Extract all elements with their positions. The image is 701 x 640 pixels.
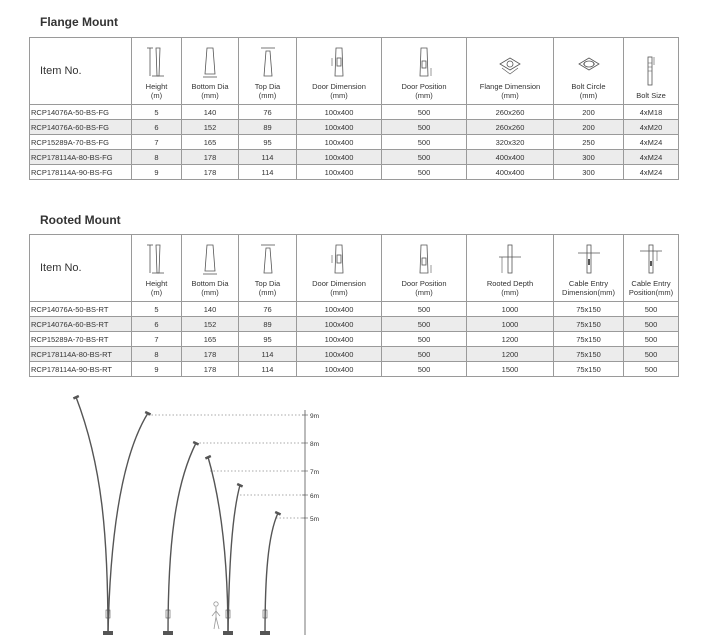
- table-cell: 100x400: [297, 150, 382, 165]
- item-no-header: Item No.: [30, 38, 132, 105]
- table-cell: 500: [382, 362, 467, 377]
- column-header: [624, 235, 679, 302]
- column-header-label: Door Dimension: [312, 279, 366, 288]
- table-cell: 76: [239, 105, 297, 120]
- column-header: [382, 235, 467, 302]
- table-cell: 1500: [467, 362, 554, 377]
- column-header: [554, 38, 624, 105]
- column-header: [297, 38, 382, 105]
- flange-dimension-icon: [467, 46, 553, 78]
- table-cell: 95: [239, 332, 297, 347]
- column-header-label: (mm): [330, 288, 348, 297]
- table-cell: 200: [554, 105, 624, 120]
- column-header-label: Rooted Depth: [486, 279, 534, 288]
- column-header: [554, 235, 624, 302]
- door-position-icon: [382, 243, 466, 275]
- table-cell: 178: [182, 150, 239, 165]
- table-cell: 260x260: [467, 105, 554, 120]
- column-header-label: (m): [150, 91, 163, 100]
- table-cell: 89: [239, 120, 297, 135]
- table-cell: 1200: [467, 347, 554, 362]
- column-header: [239, 235, 297, 302]
- column-header-label: Bottom Dia: [191, 82, 229, 91]
- pole-base: [103, 631, 113, 635]
- table-cell: 4xM18: [624, 105, 679, 120]
- item-code-cell: RCP178114A-90-BS-RT: [30, 362, 132, 377]
- table-cell: 114: [239, 150, 297, 165]
- table-cell: 100x400: [297, 332, 382, 347]
- table-cell: 250: [554, 135, 624, 150]
- bottom-dia-icon: [182, 46, 238, 78]
- column-header: [624, 38, 679, 105]
- table-cell: 4xM24: [624, 165, 679, 180]
- height-icon: [132, 243, 181, 275]
- table-cell: 114: [239, 347, 297, 362]
- item-no-header: Item No.: [30, 235, 132, 302]
- column-header-label: Door Dimension: [312, 82, 366, 91]
- table-cell: 260x260: [467, 120, 554, 135]
- table-cell: 500: [624, 347, 679, 362]
- luminaire-head: [145, 411, 151, 416]
- person-figure: [212, 607, 220, 629]
- table-cell: 100x400: [297, 317, 382, 332]
- column-header-label: Cable Entry: [568, 279, 609, 288]
- column-header-label: (mm): [415, 91, 433, 100]
- table-row: [30, 347, 679, 362]
- table-cell: 6: [132, 120, 182, 135]
- column-header-label: Cable Entry: [631, 279, 671, 288]
- item-code-cell: RCP14076A-60-BS-FG: [30, 120, 132, 135]
- column-header-label: (mm): [579, 91, 598, 100]
- table-row: [30, 105, 679, 120]
- table-cell: 500: [382, 105, 467, 120]
- bottom-dia-icon: [182, 243, 238, 275]
- table-cell: 89: [239, 317, 297, 332]
- table-cell: 500: [382, 332, 467, 347]
- column-header: [297, 235, 382, 302]
- table-cell: 4xM24: [624, 150, 679, 165]
- table-cell: 4xM20: [624, 120, 679, 135]
- table-cell: 152: [182, 120, 239, 135]
- item-code-cell: RCP15289A-70-BS-FG: [30, 135, 132, 150]
- table-cell: 1000: [467, 317, 554, 332]
- table-cell: 100x400: [297, 302, 382, 317]
- column-header-label: Door Position: [401, 279, 447, 288]
- table-cell: 500: [624, 317, 679, 332]
- column-header-label: (mm): [258, 288, 277, 297]
- table-cell: 7: [132, 135, 182, 150]
- column-header-label: Dimension(mm): [562, 288, 615, 297]
- light-pole: [76, 397, 108, 635]
- item-code-cell: RCP178114A-80-BS-FG: [30, 150, 132, 165]
- height-label: 5m: [310, 516, 320, 523]
- table-cell: 100x400: [297, 105, 382, 120]
- column-header-label: (mm): [201, 91, 219, 100]
- light-pole: [208, 457, 228, 635]
- table-cell: 4xM24: [624, 135, 679, 150]
- table-row: [30, 165, 679, 180]
- column-header-label: Position(mm): [628, 288, 674, 297]
- item-code-cell: RCP178114A-90-BS-FG: [30, 165, 132, 180]
- table-cell: 500: [382, 120, 467, 135]
- column-header-label: Top Dia: [254, 82, 281, 91]
- table-cell: 100x400: [297, 362, 382, 377]
- table-row: [30, 302, 679, 317]
- bolt-size-icon: [624, 55, 678, 87]
- table-cell: 500: [624, 332, 679, 347]
- table-cell: 165: [182, 332, 239, 347]
- table-cell: 75x150: [554, 317, 624, 332]
- height-label: 9m: [310, 413, 320, 420]
- table-cell: 75x150: [554, 362, 624, 377]
- table-cell: 75x150: [554, 332, 624, 347]
- column-header-label: (mm): [258, 91, 277, 100]
- table-cell: 100x400: [297, 135, 382, 150]
- table-row: [30, 362, 679, 377]
- table-cell: 114: [239, 362, 297, 377]
- table-row: [30, 150, 679, 165]
- table-cell: 1200: [467, 332, 554, 347]
- light-pole: [168, 443, 196, 635]
- table-cell: 75x150: [554, 302, 624, 317]
- table-row: [30, 317, 679, 332]
- column-header-label: Flange Dimension: [479, 82, 541, 91]
- table-cell: 320x320: [467, 135, 554, 150]
- table-cell: 76: [239, 302, 297, 317]
- table-cell: 178: [182, 362, 239, 377]
- rooted-mount-table: [29, 234, 679, 377]
- table-cell: 178: [182, 165, 239, 180]
- table-cell: 500: [382, 302, 467, 317]
- table-cell: 165: [182, 135, 239, 150]
- rooted-depth-icon: [467, 243, 553, 275]
- pole-base: [163, 631, 173, 635]
- table-cell: 100x400: [297, 347, 382, 362]
- table-cell: 152: [182, 317, 239, 332]
- item-code-cell: RCP14076A-50-BS-RT: [30, 302, 132, 317]
- column-header-label: (m): [150, 288, 163, 297]
- table-row: [30, 135, 679, 150]
- table-cell: 500: [382, 317, 467, 332]
- table-cell: 9: [132, 165, 182, 180]
- item-code-cell: RCP178114A-80-BS-RT: [30, 347, 132, 362]
- table-cell: 114: [239, 165, 297, 180]
- table-cell: 1000: [467, 302, 554, 317]
- height-label: 8m: [310, 441, 320, 448]
- table-cell: 500: [624, 362, 679, 377]
- table-cell: 75x150: [554, 347, 624, 362]
- luminaire-head: [193, 441, 199, 446]
- item-code-cell: RCP14076A-50-BS-FG: [30, 105, 132, 120]
- table-cell: 500: [624, 302, 679, 317]
- table-cell: 500: [382, 165, 467, 180]
- table-cell: 400x400: [467, 150, 554, 165]
- door-position-icon: [382, 46, 466, 78]
- pole-height-diagram: [0, 385, 701, 640]
- column-header: [382, 38, 467, 105]
- column-header-label: Bolt Size: [636, 91, 666, 100]
- column-header: [132, 38, 182, 105]
- column-header-label: (mm): [501, 91, 519, 100]
- table-cell: 5: [132, 105, 182, 120]
- door-dimension-icon: [297, 46, 381, 78]
- table-cell: 8: [132, 150, 182, 165]
- column-header-label: Bolt Circle: [571, 82, 606, 91]
- table-cell: 200: [554, 120, 624, 135]
- cable-entry-dimension-icon: [554, 243, 623, 275]
- table-row: [30, 332, 679, 347]
- column-header-label: (mm): [330, 91, 348, 100]
- bolt-circle-icon: [554, 46, 623, 78]
- table-cell: 500: [382, 347, 467, 362]
- column-header-label: Top Dia: [254, 279, 281, 288]
- column-header-label: Bottom Dia: [191, 279, 229, 288]
- column-header: [182, 38, 239, 105]
- table-cell: 100x400: [297, 120, 382, 135]
- column-header: [467, 235, 554, 302]
- column-header-label: Height: [145, 279, 168, 288]
- table-cell: 500: [382, 150, 467, 165]
- table-row: [30, 120, 679, 135]
- table-cell: 400x400: [467, 165, 554, 180]
- table-cell: 300: [554, 165, 624, 180]
- table-cell: 8: [132, 347, 182, 362]
- flange-mount-table: [29, 37, 679, 180]
- column-header-label: Door Position: [401, 82, 447, 91]
- cable-entry-position-icon: [624, 243, 678, 275]
- table-cell: 6: [132, 317, 182, 332]
- table-cell: 500: [382, 135, 467, 150]
- pole-base: [260, 631, 270, 635]
- column-header: [132, 235, 182, 302]
- column-header-label: (mm): [415, 288, 433, 297]
- person-head: [214, 602, 218, 606]
- item-code-cell: RCP14076A-60-BS-RT: [30, 317, 132, 332]
- table-cell: 5: [132, 302, 182, 317]
- table-cell: 178: [182, 347, 239, 362]
- table-cell: 140: [182, 105, 239, 120]
- top-dia-icon: [239, 243, 296, 275]
- column-header: [467, 38, 554, 105]
- flange-mount-title: Flange Mount: [40, 15, 118, 29]
- column-header: [239, 38, 297, 105]
- column-header-label: Height: [145, 82, 168, 91]
- column-header-label: (mm): [501, 288, 519, 297]
- pole-base: [223, 631, 233, 635]
- table-cell: 100x400: [297, 165, 382, 180]
- door-dimension-icon: [297, 243, 381, 275]
- item-code-cell: RCP15289A-70-BS-RT: [30, 332, 132, 347]
- rooted-mount-title: Rooted Mount: [40, 213, 121, 227]
- height-icon: [132, 46, 181, 78]
- table-cell: 300: [554, 150, 624, 165]
- table-cell: 9: [132, 362, 182, 377]
- light-pole-arm: [108, 413, 148, 635]
- column-header: [182, 235, 239, 302]
- table-cell: 140: [182, 302, 239, 317]
- height-label: 7m: [310, 469, 320, 476]
- table-cell: 95: [239, 135, 297, 150]
- table-cell: 7: [132, 332, 182, 347]
- top-dia-icon: [239, 46, 296, 78]
- column-header-label: (mm): [201, 288, 219, 297]
- height-label: 6m: [310, 493, 320, 500]
